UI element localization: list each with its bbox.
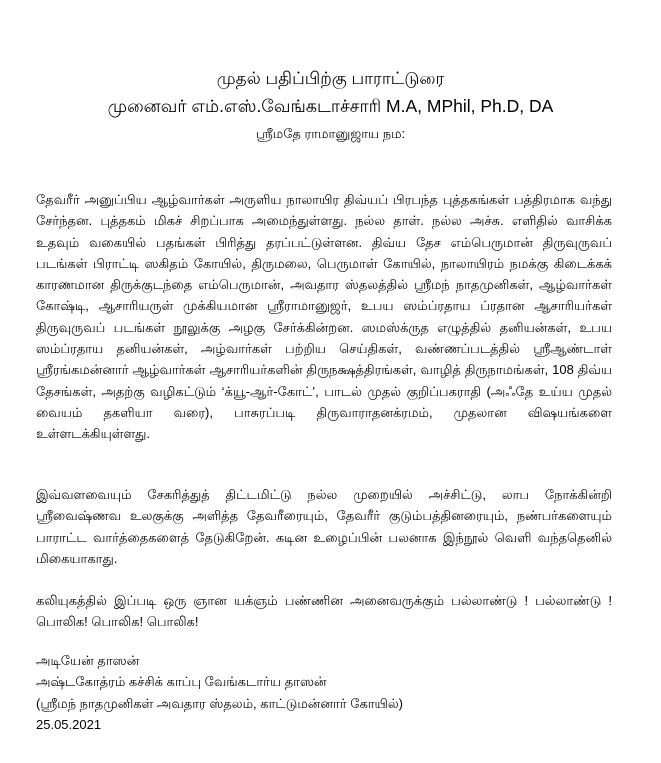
body-paragraph-1: தேவரீர் அனுப்பிய ஆழ்வார்கள் அருளிய நாலாயிர திவ்யப் பிரபந்த புத்தகங்கள் பத்திரமாக வந்து சேர்ந்தன. புத்தகம் மிகச் சிறப்பாக அமைந்துள்ளது. நல்ல தாள். நல்ல அச்சு. எளிதில் வாசிக்க உதவும் வகையில் பதங்கள் பிரித்து தரப்பட்டுள்ளன. திவ்ய தேச எம்பெருமான் திருவுருவப் படங்கள் பிராட்டி ஸகிதம் கோயில், திருமலை, பெருமாள் கோயில், நாலாயிரம் நமக்கு கிடைக்கக் காரணமான திருக்குடந்தை எம்பெருமான், அவதார ஸ்தலத்தில் ஸ்ரீமந் நாதமுனிகள், ஆழ்வார்கள் கோஷ்டி, ஆசாரியருள் முக்கியமான ஸ்ரீராமானுஜர், உபய ஸம்ப்ரதாய ப்ரதான ஆசாரியர்கள் திருவுருவப் படங்கள் நூலுக்கு அழகு சேர்க்கின்றன. ஸமஸ்க்ருத எழுத்தில் தனியன்கள், உபய ஸம்ப்ரதாய தனியன்கள், அழ்வார்கள் பற்றிய செய்திகள், வண்ணப்படத்தில் ஸ்ரீஆண்டாள் ஸ்ரீரங்கமன்னார் ஆழ்வார்கள் ஆசாரியர்களின் திருநக்ஷத்திரங்கள், வாழித் திருநாமங்கள், 108 திவ்ய தேசங்கள், அதற்கு வழிகட்டும் ‘க்யூ-ஆர்-கோட்’, பாடல் முதல் குறிப்பகராதி (அஃதே உய்ய முதல் வையம் தகளியா வரை), பாசுரப்படி திருவாராதனக்ரமம், முதலான விஷயங்களை உள்ளடக்கியுள்ளது. [36,192,612,442]
body-paragraph-2: இவ்வளவையும் சேகரித்துத் திட்டமிட்டு நல்ல முறையில் அச்சிட்டு, லாப நோக்கின்றி ஸ்ரீவைஷ்ணவ உலகுக்கு அளித்த தேவரீரையும், தேவரீர் குடும்பத்தினரையும், நண்பர்களையும் பாராட்ட வார்த்தைகளைத் தேடுகிறேன். கடின உழைப்பின் பலனாக இந்நூல் வெளி வந்ததெனில் மிகையாகாது. [36,487,612,566]
signature-name: அஷ்டகோத்ரம் கச்சிக் காப்பு வேங்கடார்ய தாஸன் [36,674,327,690]
signature-date: 25.05.2021 [36,716,102,732]
invocation-line: ஸ்ரீமதே ராமானுஜாய நம: [255,126,406,141]
body-paragraph-3: கலியுகத்தில் இப்படி ஒரு ஞான யக்ஞம் பண்ணின அனைவருக்கும் பல்லாண்டு ! பல்லாண்டு ! பொலிக! பொலிக! பொலிக! [36,593,612,630]
signature-salutation: அடியேன் தாஸன் [36,653,140,668]
signature-block [36,650,403,735]
page-title: முதல் பதிப்பிற்கு பாராட்டுரை [216,69,445,88]
signature-location: (ஸ்ரீமந் நாதமுனிகள் அவதார ஸ்தலம், காட்டுமன்னார் கோயில்) [36,695,404,711]
author-name: முனைவர் எம்.எஸ்.வேங்கடாச்சாரி M.A, MPhil, Ph.D, DA [107,96,554,116]
